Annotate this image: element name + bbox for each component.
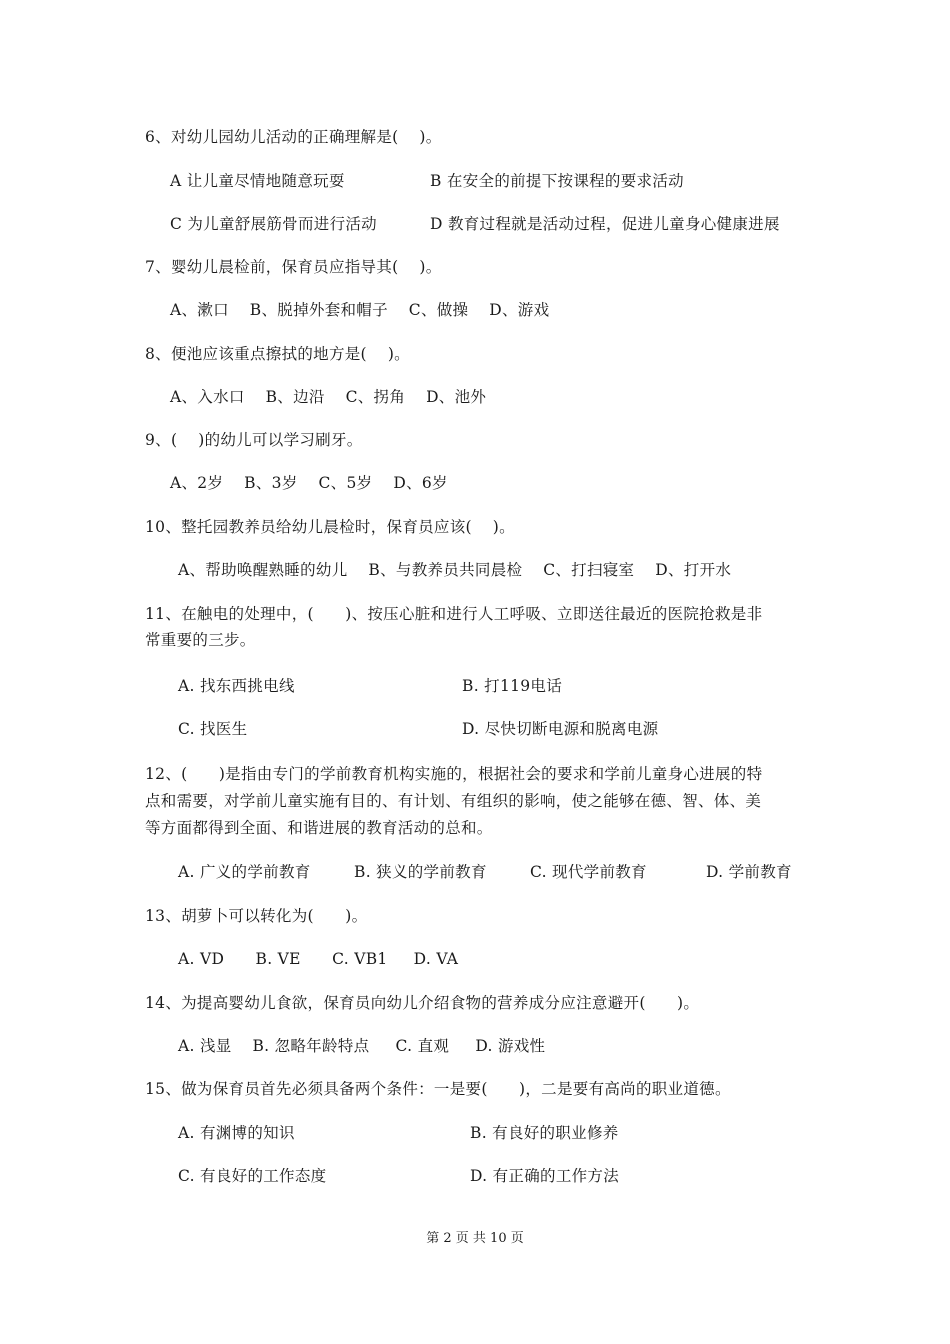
question-12-stem-line-3: 等方面都得到全面、和谐进展的教育活动的总和。 [145,819,493,837]
question-6-stem: 6、对幼儿园幼儿活动的正确理解是( )。 [145,128,442,146]
question-11-stem-line-2: 常重要的三步。 [145,631,256,649]
question-11-option-b: B. 打119电话 [462,677,563,695]
question-15-option-b: B. 有良好的职业修养 [470,1124,619,1142]
question-6-option-d: D 教育过程就是活动过程，促进儿童身心健康进展 [430,215,780,233]
question-6-option-c: C 为儿童舒展筋骨而进行活动 [170,215,377,233]
question-6-option-b: B 在安全的前提下按课程的要求活动 [430,172,684,190]
question-9-stem: 9、( )的幼儿可以学习刷牙。 [145,431,363,449]
question-15-option-a: A. 有渊博的知识 [178,1124,295,1142]
question-8-stem: 8、便池应该重点擦拭的地方是( )。 [145,345,410,363]
question-9-options: A、2岁 B、3岁 C、5岁 D、6岁 [170,474,448,492]
question-15-stem: 15、做为保育员首先必须具备两个条件：一是要( )，二是要有高尚的职业道德。 [145,1080,731,1098]
question-13-options: A. VD B. VE C. VB1 D. VA [178,950,459,968]
page-footer: 第 2 页 共 10 页 [426,1231,524,1246]
question-14-stem: 14、为提高婴幼儿食欲，保育员向幼儿介绍食物的营养成分应注意避开( )。 [145,994,700,1012]
question-11-option-c: C. 找医生 [178,720,248,738]
question-14-options: A. 浅显 B. 忽略年龄特点 C. 直观 D. 游戏性 [178,1037,546,1055]
question-7-stem: 7、婴幼儿晨检前，保育员应指导其( )。 [145,258,442,276]
question-11-stem-line-1: 11、在触电的处理中，( )、按压心脏和进行人工呼吸、立即送往最近的医院抢救是非 [145,605,763,623]
question-12-option-a: A. 广义的学前教育 [178,863,311,881]
question-12-option-d: D. 学前教育 [706,863,792,881]
question-15-option-c: C. 有良好的工作态度 [178,1167,327,1185]
question-10-options: A、帮助唤醒熟睡的幼儿 B、与教养员共同晨检 C、打扫寝室 D、打开水 [178,561,732,579]
question-13-stem: 13、胡萝卜可以转化为( )。 [145,907,368,925]
question-15-option-d: D. 有正确的工作方法 [470,1167,620,1185]
question-12-option-c: C. 现代学前教育 [530,863,647,881]
question-12-option-b: B. 狭义的学前教育 [354,863,487,881]
question-7-options: A、漱口 B、脱掉外套和帽子 C、做操 D、游戏 [170,301,550,319]
question-10-stem: 10、整托园教养员给幼儿晨检时，保育员应该( )。 [145,518,515,536]
question-8-options: A、入水口 B、边沿 C、拐角 D、池外 [170,388,487,406]
question-12-stem-line-1: 12、( )是指由专门的学前教育机构实施的，根据社会的要求和学前儿童身心进展的特 [145,765,763,783]
question-11-option-a: A. 找东西挑电线 [178,677,295,695]
question-12-stem-line-2: 点和需要，对学前儿童实施有目的、有计划、有组织的影响，使之能够在德、智、体、美 [145,792,762,810]
question-6-option-a: A 让儿童尽情地随意玩耍 [170,172,345,190]
question-11-option-d: D. 尽快切断电源和脱离电源 [462,720,659,738]
